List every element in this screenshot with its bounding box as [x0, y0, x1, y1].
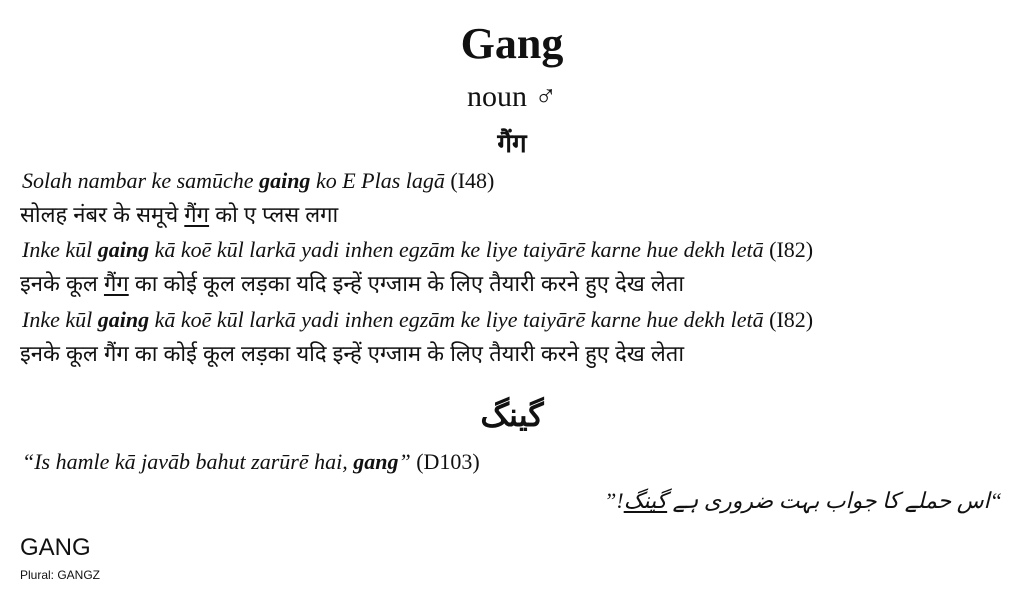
example-3-transliteration: Inke kūl gaing kā koē kūl larkā yadi inhen egzām ke liye taiyārē karne hue dekh letā (I82)	[22, 307, 814, 332]
example-1-reference: (I48)	[450, 168, 495, 193]
urdu-example-text: “اس حملے کا جواب بہت ضروری ہے گینگ!”	[604, 488, 1002, 513]
urdu-headword: گینگ	[480, 397, 544, 433]
headword: Gang	[460, 19, 564, 68]
example-2-transliteration: Inke kūl gaing kā koē kūl larkā yadi inhen egzām ke liye taiyārē karne hue dekh letā (I82)	[22, 237, 814, 262]
part-of-speech: noun ♂	[467, 80, 557, 113]
english-gloss: GANG	[20, 534, 91, 561]
example-3-devanagari: इनके कूल गैंग का कोई कूल लड़का यदि इन्हें एग्जाम के लिए तैयारी करने हुए देख लेता	[20, 341, 685, 366]
hindi-headword: गैंग	[497, 128, 527, 158]
urdu-example-transliteration: “Is hamle kā javāb bahut zarūrē hai, gang” (D103)	[22, 449, 480, 474]
example-2-devanagari: इनके कूल गैंग का कोई कूल लड़का यदि इन्हें एग्जाम के लिए तैयारी करने हुए देख लेता	[20, 271, 685, 296]
example-3-reference: (I82)	[769, 307, 814, 332]
example-1-devanagari: सोलह नंबर के समूचे गैंग को ए प्लस लगा	[20, 202, 339, 227]
example-1-transliteration: Solah nambar ke samūche gaing ko E Plas lagā (I48)	[22, 168, 495, 193]
example-2-reference: (I82)	[769, 237, 814, 262]
plural-form: Plural: GANGZ	[20, 568, 101, 582]
urdu-example-reference: (D103)	[416, 449, 480, 474]
